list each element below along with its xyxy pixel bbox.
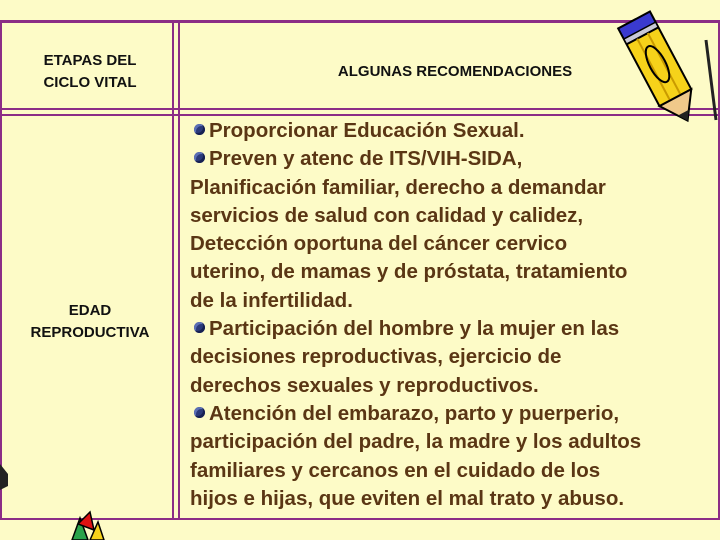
recommendations-text bbox=[190, 117, 720, 513]
edge-mark-icon bbox=[0, 460, 10, 494]
bullet-icon bbox=[194, 322, 205, 333]
recommendation-line bbox=[190, 230, 720, 258]
recommendation-line-text: hijos e hijas, que eviten el mal trato y abuso. bbox=[190, 486, 625, 510]
recommendation-line bbox=[190, 485, 720, 513]
recommendation-line-text: familiares y cercanos en el cuidado de los bbox=[190, 458, 601, 482]
recommendation-line bbox=[190, 287, 720, 315]
stage-label-line2: REPRODUCTIVA bbox=[30, 324, 150, 341]
recommendation-line bbox=[190, 343, 720, 371]
header-recommendations: ALGUNAS RECOMENDACIONES bbox=[337, 63, 573, 80]
recommendation-line-text: uterino, de mamas y de próstata, tratamiento bbox=[190, 260, 628, 284]
recommendation-line bbox=[190, 202, 720, 230]
table-column-divider bbox=[172, 20, 174, 520]
recommendation-line bbox=[190, 145, 720, 173]
recommendation-line-text: Preven y atenc de ITS/VIH-SIDA, bbox=[209, 147, 523, 171]
recommendation-line bbox=[190, 400, 720, 428]
recommendation-line bbox=[190, 428, 720, 456]
recommendation-line bbox=[190, 372, 720, 400]
header-stage bbox=[10, 50, 170, 94]
recommendation-line-text: Atención del embarazo, parto y puerperio, bbox=[209, 401, 620, 425]
recommendation-line-text: Detección oportuna del cáncer cervico bbox=[190, 232, 568, 256]
bullet-icon bbox=[194, 152, 205, 163]
recommendation-line bbox=[190, 258, 720, 286]
recommendation-line-text: de la infertilidad. bbox=[190, 288, 353, 312]
header-stage-line1: ETAPAS DEL bbox=[43, 52, 137, 69]
header-stage-line2: CICLO VITAL bbox=[43, 74, 137, 91]
recommendation-line-text: decisiones reproductivas, ejercicio de bbox=[190, 345, 562, 369]
recommendation-line-text: participación del padre, la madre y los adultos bbox=[190, 430, 642, 454]
recommendation-line bbox=[190, 174, 720, 202]
recommendation-line bbox=[190, 315, 720, 343]
stage-label-line1: EDAD bbox=[68, 302, 112, 319]
pencil-icon bbox=[596, 0, 720, 130]
bullet-icon bbox=[194, 407, 205, 418]
recommendation-line-text: Proporcionar Educación Sexual. bbox=[209, 119, 525, 142]
stage-label bbox=[10, 300, 170, 344]
recommendation-line-text: servicios de salud con calidad y calidez, bbox=[190, 203, 584, 227]
recommendation-line-text: Planificación familiar, derecho a demandar bbox=[190, 175, 606, 199]
table-column-divider-inner bbox=[178, 20, 180, 520]
recommendation-line-text: Participación del hombre y la mujer en las bbox=[209, 317, 620, 341]
clipart-fragment-icon bbox=[60, 500, 130, 540]
recommendation-line-text: derechos sexuales y reproductivos. bbox=[190, 373, 539, 397]
table-border-left bbox=[0, 20, 2, 520]
recommendation-line bbox=[190, 457, 720, 485]
bullet-icon bbox=[194, 124, 205, 135]
